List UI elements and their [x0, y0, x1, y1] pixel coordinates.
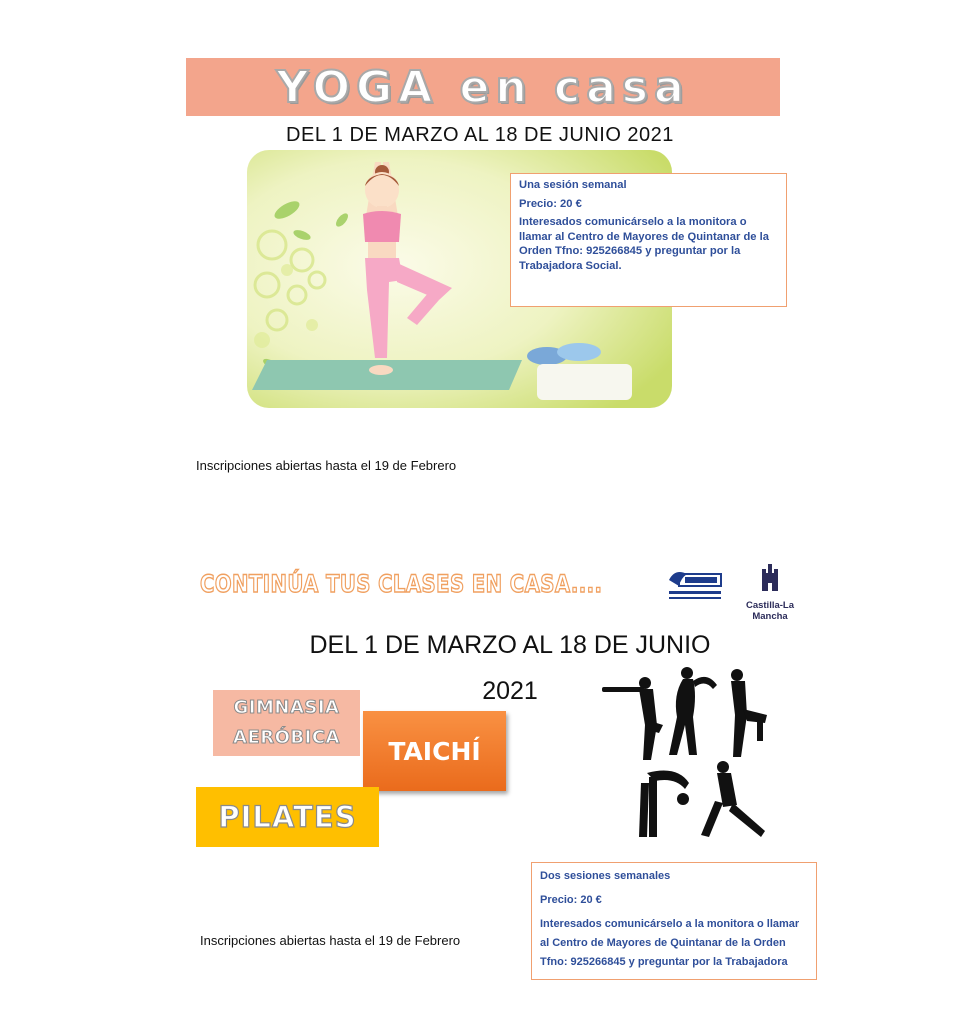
yoga-sessions: Una sesión semanal — [519, 179, 627, 191]
yoga-title: YOGA en casa — [276, 61, 690, 113]
gimnasia-aerobica-label — [213, 690, 360, 756]
flyer-contact: Interesados comunicárselo a la monitora o llamar al Centro de Mayores de Quintanar de la Orden Tfno: 925266845 y preguntar por la Trabajadora — [540, 918, 800, 968]
exercising-figures-icon — [597, 665, 777, 845]
flyer-registration-note: Inscripciones abiertas hasta el 19 de Febrero — [200, 933, 461, 948]
gimnasia-text: GIMNASIA — [233, 697, 340, 718]
yoga-price: Precio: 20 € — [519, 197, 582, 210]
flyer-price: Precio: 20 € — [540, 894, 602, 906]
exercise-silhouettes — [597, 665, 777, 845]
yoga-contact: Interesados comunicárselo a la monitora o llamar al Centro de Mayores de Quintanar de la Orden Tfno: 925266845 y preguntar por la Trabajadora Social. — [519, 216, 769, 272]
region-name: Castilla-La Mancha — [745, 600, 795, 622]
yoga-dates: DEL 1 DE MARZO AL 18 DE JUNIO 2021 — [286, 124, 674, 146]
yoga-title-banner — [186, 58, 780, 116]
castle-icon — [760, 563, 780, 593]
deport-social-logo — [665, 566, 725, 606]
pilates-label: PILATES — [196, 787, 379, 847]
taichi-label: TAICHÍ — [363, 711, 506, 791]
castilla-la-mancha-logo — [730, 563, 810, 622]
yoga-info-box — [510, 173, 787, 307]
flyer-info-box — [531, 862, 817, 980]
flyer-dates-range: DEL 1 DE MARZO AL 18 DE JUNIO — [309, 631, 711, 659]
deport-logo-icon — [665, 566, 725, 606]
continue-classes-headline: CONTINÚA TUS CLASES EN CASA.... — [200, 570, 603, 598]
yoga-registration-note: Inscripciones abiertas hasta el 19 de Febrero — [196, 458, 457, 473]
flyer-sessions: Dos sesiones semanales — [540, 870, 671, 882]
flyer-dates-year: 2021 — [482, 677, 538, 705]
aerobica-text: AERÓBICA — [233, 727, 340, 748]
